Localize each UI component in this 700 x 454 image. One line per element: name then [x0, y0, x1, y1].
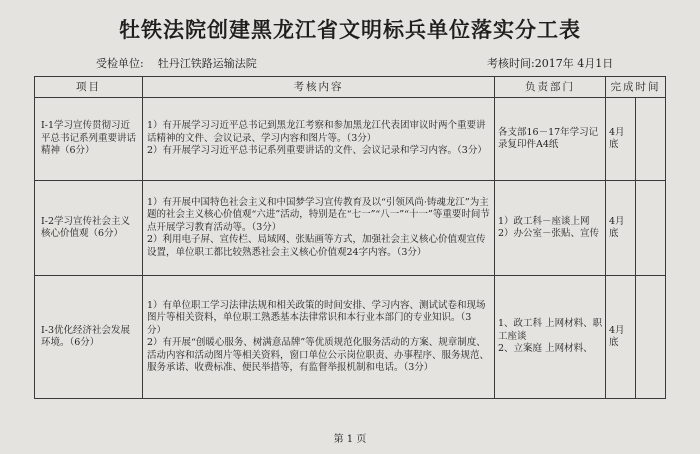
row-project: Ⅰ-1学习宣传贯彻习近平总书记系列重要讲话精神（6分） [35, 98, 143, 181]
row-dept: 1）政工科－座谈上网 2）办公室－张贴、宣传 [495, 181, 606, 276]
header-dept: 负责部门 [495, 77, 606, 98]
page-number: 第 1 页 [333, 434, 367, 445]
row-dept: 各支部16－17年学习记录复印件A4纸 [495, 98, 606, 181]
date-label: 考核时间: [487, 57, 535, 70]
row-time: 4月底 [606, 276, 636, 399]
table-row [35, 181, 666, 276]
content-item: 1）有单位职工学习法律法规和相关政策的时间安排、学习内容、测试试卷和现场图片等相关资料，单位职工熟悉基本法律常识和本行业本部门的专业知识。（3分） 2）有开展“创暖心服务、树满意品牌”等优质规范化服务活动的方案、规章制度、活动内容和活动图片等相关资料，窗口单位公示岗位职责、办事程序、服务规范、服务承诺、收费标准、便民举措等，有监督举报机制和电话。（3分） [147, 299, 490, 373]
inspected-unit [96, 55, 257, 71]
inspection-date [487, 55, 613, 71]
date-value: 2017年 4月1日 [534, 57, 614, 70]
header-content: 考核内容 [143, 77, 495, 98]
row-blank-cell [636, 98, 666, 181]
unit-label: 受检单位: [96, 57, 144, 70]
content-item: 1）有开展学习习近平总书记到黑龙江考察和参加黑龙江代表团审议时两个重要讲话精神的文件、会议记录、学习内容和图片等。（3分） 2）有开展学习习近平总书记系列重要讲话的文件、会议记录和学习内容。（3分） [147, 120, 487, 157]
unit-name: 牡丹江铁路运输法院 [157, 57, 257, 70]
row-content [143, 276, 495, 399]
header-row [35, 77, 666, 98]
header-time: 完成时间 [606, 77, 666, 98]
page-title: 牡铁法院创建黑龙江省文明标兵单位落实分工表 [119, 17, 581, 42]
table-row [35, 276, 666, 399]
task-table [34, 76, 666, 399]
row-blank-cell [636, 181, 666, 276]
row-content [143, 181, 495, 276]
row-dept: 1、政工科 上网材料、职工座谈 2、立案庭 上网材料、 [495, 276, 606, 399]
row-time: 4月底 [606, 98, 636, 181]
table-row [35, 98, 666, 181]
content-item: 1）有开展中国特色社会主义和中国梦学习宣传教育及以“引领风尚·铸魂龙江”为主题的社会主义核心价值观“六进”活动，特别是在“七一”“八一”“十一”等重要时间节点开展学习教育活动等。（3分） 2）利用电子屏、宣传栏、局域网、张贴画等方式，加强社会主义核心价值观宣传设置，单位职工都比较熟悉社会主义核心价值观24字内容。（3分） [147, 196, 490, 258]
row-project: Ⅰ-2学习宣传社会主义核心价值观（6分） [35, 181, 143, 276]
row-blank-cell [636, 276, 666, 399]
row-project: Ⅰ-3优化经济社会发展环境。（6分） [35, 276, 143, 399]
row-content [143, 98, 495, 181]
row-time: 4月底 [606, 181, 636, 276]
header-project: 项目 [35, 77, 143, 98]
